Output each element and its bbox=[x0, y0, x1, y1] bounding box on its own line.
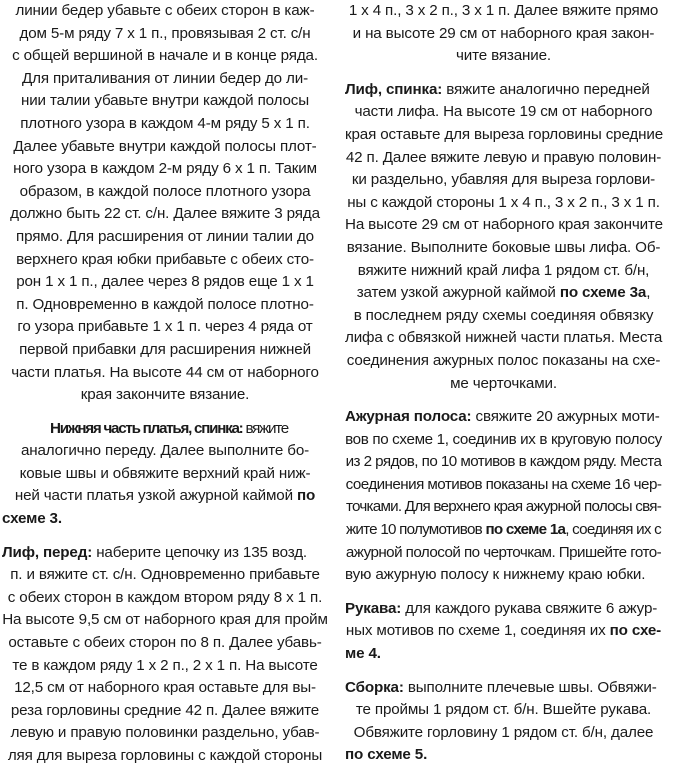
paragraph-gap bbox=[345, 395, 662, 406]
text-line bbox=[345, 598, 662, 621]
text-run: вяжите нижний край лифа 1 рядом ст. б/н, bbox=[357, 261, 650, 279]
paragraph-gap bbox=[2, 407, 328, 418]
text-run: соединения мотивов показаны на схеме 16 чер- bbox=[345, 475, 662, 493]
text-run: аналогично переду. Далее выполните бо- bbox=[20, 442, 310, 460]
text-run: вов по схеме 1, соединив их в круговую полосу bbox=[345, 430, 662, 448]
text-line bbox=[345, 677, 662, 700]
text-line bbox=[345, 23, 662, 46]
text-line bbox=[345, 620, 662, 643]
text-run: свяжите 20 ажурных моти- bbox=[471, 408, 660, 426]
text-run: Для приталивания от линии бедер до ли- bbox=[21, 69, 309, 87]
text-run: ного узора в каждом 2-м ряду 6 x 1 п. Таким bbox=[13, 160, 317, 178]
text-column-left bbox=[2, 0, 328, 768]
text-line bbox=[2, 294, 328, 317]
text-run: 12,5 см от наборного края оставьте для вы- bbox=[14, 679, 316, 697]
text-run: верхнего края юбки прибавьте с обеих сто- bbox=[16, 250, 314, 268]
text-line bbox=[345, 260, 662, 283]
text-line bbox=[2, 418, 328, 441]
text-run: п. Одновременно в каждой полосе плотно- bbox=[16, 295, 314, 313]
text-line bbox=[2, 384, 328, 407]
bold-run: по схеме 5. bbox=[345, 746, 428, 764]
bold-run: Рукава: bbox=[345, 599, 402, 617]
text-run: ных мотивов по схеме 1, соединяя их bbox=[345, 622, 610, 640]
paragraph-gap bbox=[345, 587, 662, 598]
text-run: образом, в каждой полосе плотного узора bbox=[19, 182, 311, 200]
text-run: те проймы 1 рядом ст. б/н. Вшейте рукава. bbox=[355, 701, 652, 719]
text-line bbox=[345, 192, 662, 215]
text-line bbox=[2, 113, 328, 136]
text-line bbox=[2, 564, 328, 587]
text-line bbox=[2, 542, 328, 565]
text-run: чите вязание. bbox=[456, 47, 551, 65]
text-run: го узора прибавьте 1 x 1 п. через 4 ряда от bbox=[17, 318, 313, 336]
text-run: в последнем ряду схемы соединяя обвязку bbox=[353, 306, 654, 324]
text-line bbox=[2, 45, 328, 68]
text-line bbox=[2, 249, 328, 272]
text-run: вую ажурную полосу к нижнему краю юбки. bbox=[345, 566, 646, 584]
text-line bbox=[345, 101, 662, 124]
text-line bbox=[2, 485, 328, 508]
text-run: вязание. Выполните боковые швы лифа. Об- bbox=[346, 238, 661, 256]
text-line bbox=[2, 339, 328, 362]
text-run: части лифа. На высоте 19 см от наборного bbox=[354, 103, 653, 121]
text-run: п. и вяжите ст. с/н. Одновременно прибавьте bbox=[10, 566, 320, 584]
bold-run: Сборка: bbox=[345, 678, 404, 696]
text-run: оставьте с обеих сторон по 8 п. Далее убавь- bbox=[8, 634, 322, 652]
text-line bbox=[2, 587, 328, 610]
text-run: ковые швы и обвяжите верхний край ниж- bbox=[19, 464, 311, 482]
text-line bbox=[2, 0, 328, 23]
text-line bbox=[2, 700, 328, 723]
text-line bbox=[345, 237, 662, 260]
text-line bbox=[345, 282, 662, 305]
paragraph-gap bbox=[345, 68, 662, 79]
text-line bbox=[345, 429, 662, 452]
text-line bbox=[345, 406, 662, 429]
text-line bbox=[2, 68, 328, 91]
text-line bbox=[345, 147, 662, 170]
text-run: вяжите аналогично передней bbox=[442, 80, 650, 98]
text-run: для каждого рукава свяжите 6 ажур- bbox=[401, 599, 658, 617]
bold-run: по схеме 1а bbox=[485, 521, 566, 539]
text-run: ме черточками. bbox=[450, 374, 557, 392]
text-line bbox=[2, 722, 328, 745]
text-run: рон 1 x 1 п., далее через 8 рядов еще 1 x 1 bbox=[16, 273, 314, 291]
text-line bbox=[2, 181, 328, 204]
bold-run: по схеме 3а bbox=[559, 284, 647, 302]
text-run: На высоте 29 см от наборного края закончите bbox=[345, 216, 663, 234]
text-run: На высоте 9,5 см от наборного края для пройм bbox=[2, 611, 328, 629]
text-line bbox=[2, 226, 328, 249]
bold-run: по схе- bbox=[609, 622, 662, 640]
text-line bbox=[2, 271, 328, 294]
text-run: ки раздельно, убавляя для выреза горлови- bbox=[351, 171, 656, 189]
text-line bbox=[345, 474, 662, 497]
text-run: те в каждом ряду 1 x 2 п., 2 x 1 п. На высоте bbox=[12, 656, 318, 674]
text-line bbox=[345, 519, 662, 542]
text-line bbox=[345, 542, 662, 565]
text-line bbox=[2, 158, 328, 181]
bold-run: ме 4. bbox=[345, 645, 381, 663]
text-line bbox=[2, 677, 328, 700]
paragraph-gap bbox=[345, 666, 662, 677]
text-run: плотного узора в каждом 4-м ряду 5 x 1 п. bbox=[20, 114, 310, 132]
text-run: вяжите bbox=[242, 419, 288, 437]
text-run: 42 п. Далее вяжите левую и правую половин- bbox=[345, 148, 662, 166]
text-run: соединения ажурных полос показаны на схе- bbox=[346, 351, 661, 369]
text-run: ней части платья узкой ажурной каймой bbox=[14, 487, 297, 505]
text-run: линии бедер убавьте с обеих сторон в каж- bbox=[15, 2, 315, 19]
bold-run: Нижняя часть платья, спинка: bbox=[50, 419, 243, 437]
text-run: затем узкой ажурной каймой bbox=[356, 284, 560, 302]
text-line bbox=[345, 564, 662, 587]
text-line bbox=[345, 305, 662, 328]
text-line bbox=[2, 90, 328, 113]
text-run: с общей вершиной в начале и в конце ряда. bbox=[12, 47, 318, 65]
text-run: прямо. Для расширения от линии талии до bbox=[16, 227, 314, 245]
text-line bbox=[345, 214, 662, 237]
text-run: дом 5-м ряду 7 x 1 п., провязывая 2 ст. с/н bbox=[19, 24, 311, 42]
text-run: левую и правую половинки раздельно, убав- bbox=[10, 724, 320, 742]
text-line bbox=[2, 362, 328, 385]
text-run: наберите цепочку из 135 возд. bbox=[92, 543, 307, 561]
bold-run: схеме 3. bbox=[2, 510, 62, 528]
text-run: края оставьте для выреза горловины средние bbox=[345, 125, 664, 143]
text-line bbox=[345, 451, 662, 474]
bold-run: Лиф, спинка: bbox=[345, 80, 443, 98]
text-run: ажурной полосой по черточкам. Пришейте гото- bbox=[345, 543, 662, 561]
text-column-right bbox=[345, 0, 662, 767]
text-line bbox=[345, 350, 662, 373]
text-run: нии талии убавьте внутри каждой полосы bbox=[20, 92, 310, 110]
text-run: должно быть 22 ст. с/н. Далее вяжите 3 ряда bbox=[10, 205, 320, 223]
text-line bbox=[345, 327, 662, 350]
text-line bbox=[2, 508, 328, 531]
text-run: выполните плечевые швы. Обвяжи- bbox=[403, 678, 657, 696]
paragraph-gap bbox=[2, 531, 328, 542]
text-line bbox=[2, 316, 328, 339]
text-line bbox=[345, 496, 662, 519]
text-line bbox=[2, 632, 328, 655]
text-run: , bbox=[646, 284, 651, 302]
text-line bbox=[2, 463, 328, 486]
text-run: , соединяя их с bbox=[565, 521, 662, 539]
text-line bbox=[2, 655, 328, 678]
text-line bbox=[345, 643, 662, 666]
text-run: Далее убавьте внутри каждой полосы плот- bbox=[13, 137, 317, 155]
bold-run: Лиф, перед: bbox=[2, 543, 93, 561]
text-run: ны с каждой стороны 1 x 4 п., 3 x 2 п., 3 x 1 п. bbox=[347, 193, 660, 211]
text-line bbox=[2, 23, 328, 46]
text-run: ляя для выреза горловины с каждой стороны bbox=[7, 747, 323, 764]
text-line bbox=[345, 722, 662, 745]
bold-run: Ажурная полоса: bbox=[345, 408, 472, 426]
text-line bbox=[345, 373, 662, 396]
text-line bbox=[2, 136, 328, 159]
text-run: из 2 рядов, по 10 мотивов в каждом ряду. Места bbox=[345, 453, 662, 471]
text-line bbox=[2, 440, 328, 463]
text-run: реза горловины средние 42 п. Далее вяжите bbox=[10, 701, 320, 719]
text-run: Обвяжите горловину 1 рядом ст. б/н, далее bbox=[353, 723, 654, 741]
text-run: и на высоте 29 см от наборного края закон- bbox=[352, 24, 655, 42]
text-run: с обеих сторон в каждом втором ряду 8 x 1 п. bbox=[7, 588, 323, 606]
text-run: жите 10 полумотивов bbox=[345, 521, 486, 539]
text-run: лифа с обвязкой нижней части платья. Места bbox=[345, 329, 663, 347]
text-run: части платья. На высоте 44 см от наборного bbox=[11, 363, 319, 381]
text-run: 1 x 4 п., 3 x 2 п., 3 x 1 п. Далее вяжите прямо bbox=[348, 2, 659, 19]
text-line bbox=[345, 0, 662, 23]
bold-run: по bbox=[297, 487, 316, 505]
text-run: края закончите вязание. bbox=[80, 386, 250, 404]
text-line bbox=[345, 699, 662, 722]
text-line bbox=[345, 169, 662, 192]
text-line bbox=[2, 745, 328, 768]
text-line bbox=[345, 79, 662, 102]
text-line bbox=[345, 744, 662, 767]
text-run: точками. Для верхнего края ажурной полосы свя- bbox=[345, 498, 662, 516]
text-run: первой прибавки для расширения нижней bbox=[19, 340, 311, 358]
text-line bbox=[345, 124, 662, 147]
text-line bbox=[2, 203, 328, 226]
text-line bbox=[345, 45, 662, 68]
text-line bbox=[2, 609, 328, 632]
